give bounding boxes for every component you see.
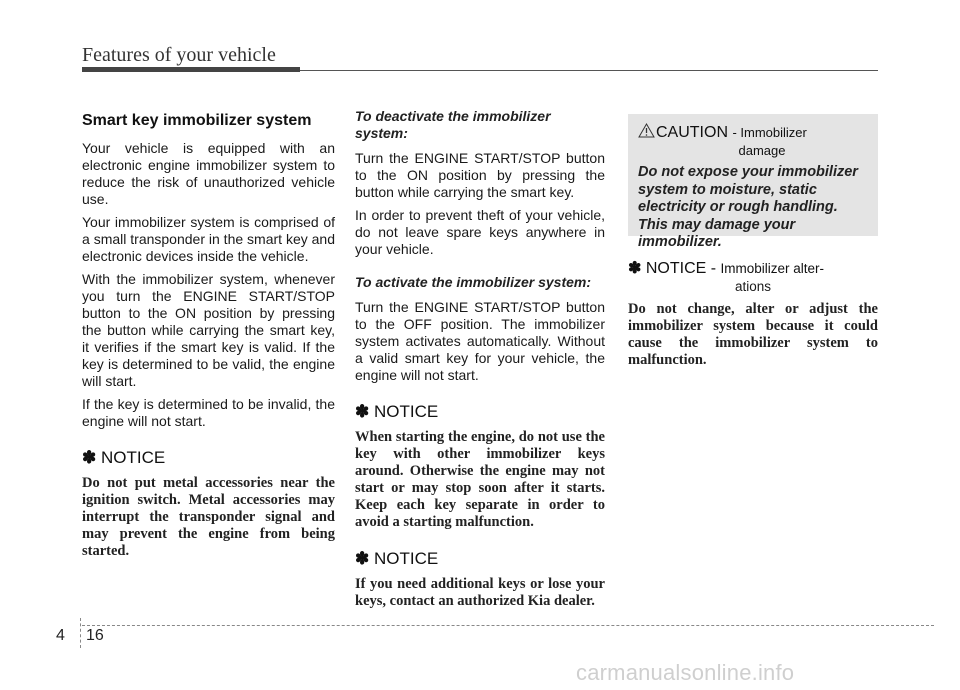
notice-star-icon: ✽ [355, 402, 370, 421]
paragraph: Turn the ENGINE START/STOP button to the OFF position. The immobilizer system activates automatically. Without a valid smart key for your vehicle, the engine will not start. [355, 299, 605, 383]
notice-label: NOTICE - [645, 260, 717, 277]
watermark: carmanualsonline.info [576, 660, 795, 685]
column-2 [355, 108, 605, 610]
notice-heading [355, 402, 605, 422]
notice-text: When starting the engine, do not use the key with other immobilizer keys around. Otherwise the engine may not start or may stop soon after it starts. Keep each key separate in order to avoid a starting malfunction. [355, 429, 605, 530]
notice-text: If you need additional keys or lose your keys, contact an authorized Kia dealer. [355, 576, 605, 609]
warning-triangle-icon [638, 123, 655, 138]
activate-heading: To activate the immobilizer system: [355, 274, 591, 290]
notice-block [628, 258, 878, 369]
column-1 [82, 108, 335, 560]
paragraph: With the immobilizer system, whenever you turn the ENGINE START/STOP button to the ON position by pressing the button while carrying the smart key, it verifies if the smart key is valid. If the key is determined to be valid, the engine will start. [82, 271, 335, 389]
notice-star-icon: ✽ [82, 448, 97, 467]
column-3 [628, 108, 878, 369]
notice-heading [355, 549, 605, 569]
notice-subtitle: Immobilizer alter- [720, 261, 825, 276]
notice-text: Do not change, alter or adjust the immobilizer system because it could cause the immobilizer system to malfunction. [628, 301, 878, 368]
notice-heading [628, 258, 878, 278]
paragraph: Turn the ENGINE START/STOP button to the ON position by pressing the button while carrying the smart key. [355, 150, 605, 200]
notice-text: Do not put metal accessories near the ignition switch. Metal accessories may interrupt the transponder signal and may prevent the engine from being started. [82, 475, 335, 559]
caution-subtitle-cont: damage [738, 143, 786, 158]
caution-box [628, 114, 878, 250]
caution-text: Do not expose your immobilizer system to moisture, static electricity or rough handling. This may damage your immobilizer. [638, 164, 858, 250]
notice-label: NOTICE [373, 549, 439, 568]
footer-divider [80, 618, 81, 648]
paragraph: If the key is determined to be invalid, the engine will not start. [82, 396, 335, 429]
caution-subtitle: - Immobilizer [732, 125, 807, 140]
deactivate-heading: To deactivate the immobilizer system: [355, 108, 551, 141]
paragraph: In order to prevent theft of your vehicle, do not leave spare keys anywhere in your vehicle. [355, 207, 605, 257]
notice-label: NOTICE [373, 402, 439, 421]
header-rule [300, 70, 878, 71]
notice-subtitle-cont: ations [734, 279, 772, 294]
page-number: 16 [86, 627, 104, 644]
paragraph: Your vehicle is equipped with an electronic engine immobilizer system to reduce the risk of unauthorized vehicle use. [82, 140, 335, 207]
section-heading: Smart key immobilizer system [82, 112, 312, 129]
header-bar [82, 67, 300, 72]
page-header-title: Features of your vehicle [82, 44, 276, 66]
caution-title [638, 124, 868, 158]
paragraph: Your immobilizer system is comprised of a small transponder in the smart key and electronic devices inside the vehicle. [82, 214, 335, 264]
caution-label: CAUTION [656, 124, 728, 141]
chapter-number: 4 [56, 627, 65, 644]
notice-star-icon: ✽ [355, 549, 370, 568]
notice-label: NOTICE [100, 448, 166, 467]
footer-rule [82, 625, 934, 626]
notice-star-icon: ✽ [628, 260, 642, 277]
notice-heading [82, 448, 335, 468]
